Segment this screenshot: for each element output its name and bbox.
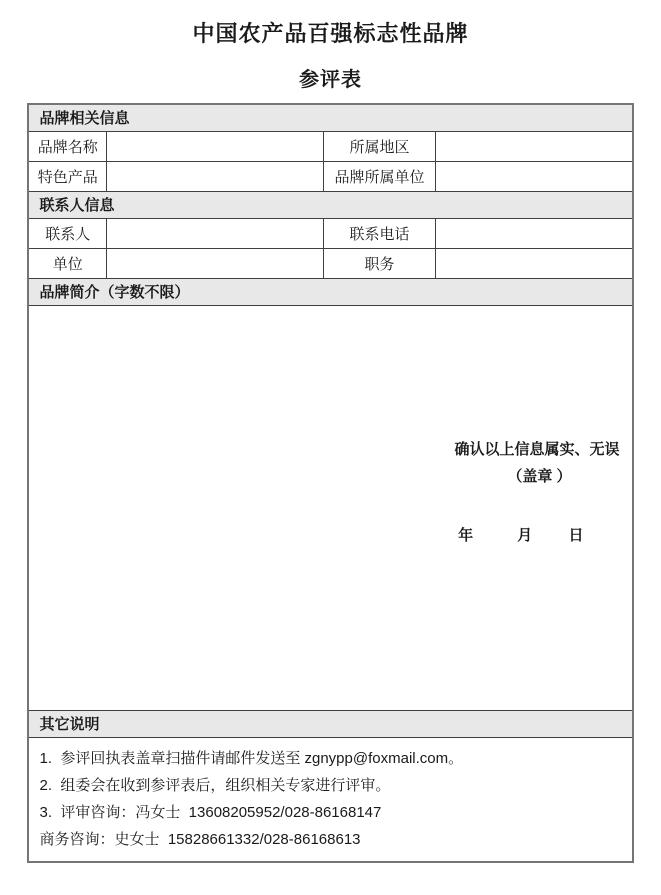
section-header-brand-intro: 品牌简介（字数不限） [28,278,632,305]
section-header-other-notes: 其它说明 [28,710,632,737]
brand-name-field[interactable] [106,131,323,161]
table-row [28,161,632,191]
table-row [28,278,632,305]
notes-cell [28,737,632,862]
contact-phone-field[interactable] [435,218,632,248]
contact-phone-label: 联系电话 [323,218,435,248]
note-item-review-contact: 3. 评审咨询：冯女士 13608205952/028-86168147 [39,803,382,821]
featured-product-label: 特色产品 [28,161,106,191]
brand-owner-unit-field[interactable] [435,161,632,191]
job-title-label: 职务 [323,248,435,278]
page-title: 中国农产品百强标志性品牌 [192,21,469,46]
note-item-review: 2. 组委会在收到参评表后，组织相关专家进行评审。 [39,776,391,794]
seal-placeholder: （盖章 ） [507,468,572,485]
region-field[interactable] [435,131,632,161]
date-day-label: 日 [568,527,584,544]
job-title-field[interactable] [435,248,632,278]
date-year-label: 年 [458,527,474,544]
table-row [28,218,632,248]
table-row [28,191,632,218]
section-header-brand-info: 品牌相关信息 [28,104,632,131]
confirm-statement: 确认以上信息属实、无误 [454,441,620,458]
brand-name-label: 品牌名称 [28,131,106,161]
table-row [28,305,632,710]
date-month-label: 月 [517,527,533,544]
table-row [28,710,632,737]
unit-field[interactable] [106,248,323,278]
table-row [28,131,632,161]
table-row [28,104,632,131]
contact-person-field[interactable] [106,218,323,248]
section-header-contact-info: 联系人信息 [28,191,632,218]
region-label: 所属地区 [323,131,435,161]
date-line [29,525,631,547]
entry-form-table [27,103,633,863]
brand-owner-unit-label: 品牌所属单位 [323,161,435,191]
table-row [28,737,632,862]
note-item-business-contact: 商务咨询：史女士 15828661332/028-86168613 [39,830,361,848]
contact-person-label: 联系人 [28,218,106,248]
brand-intro-field[interactable] [28,305,632,710]
unit-label: 单位 [28,248,106,278]
table-row [28,248,632,278]
page-subtitle: 参评表 [299,69,362,91]
note-item-email: 1. 参评回执表盖章扫描件请邮件发送至 zgnypp@foxmail.com。 [39,749,464,767]
featured-product-field[interactable] [106,161,323,191]
